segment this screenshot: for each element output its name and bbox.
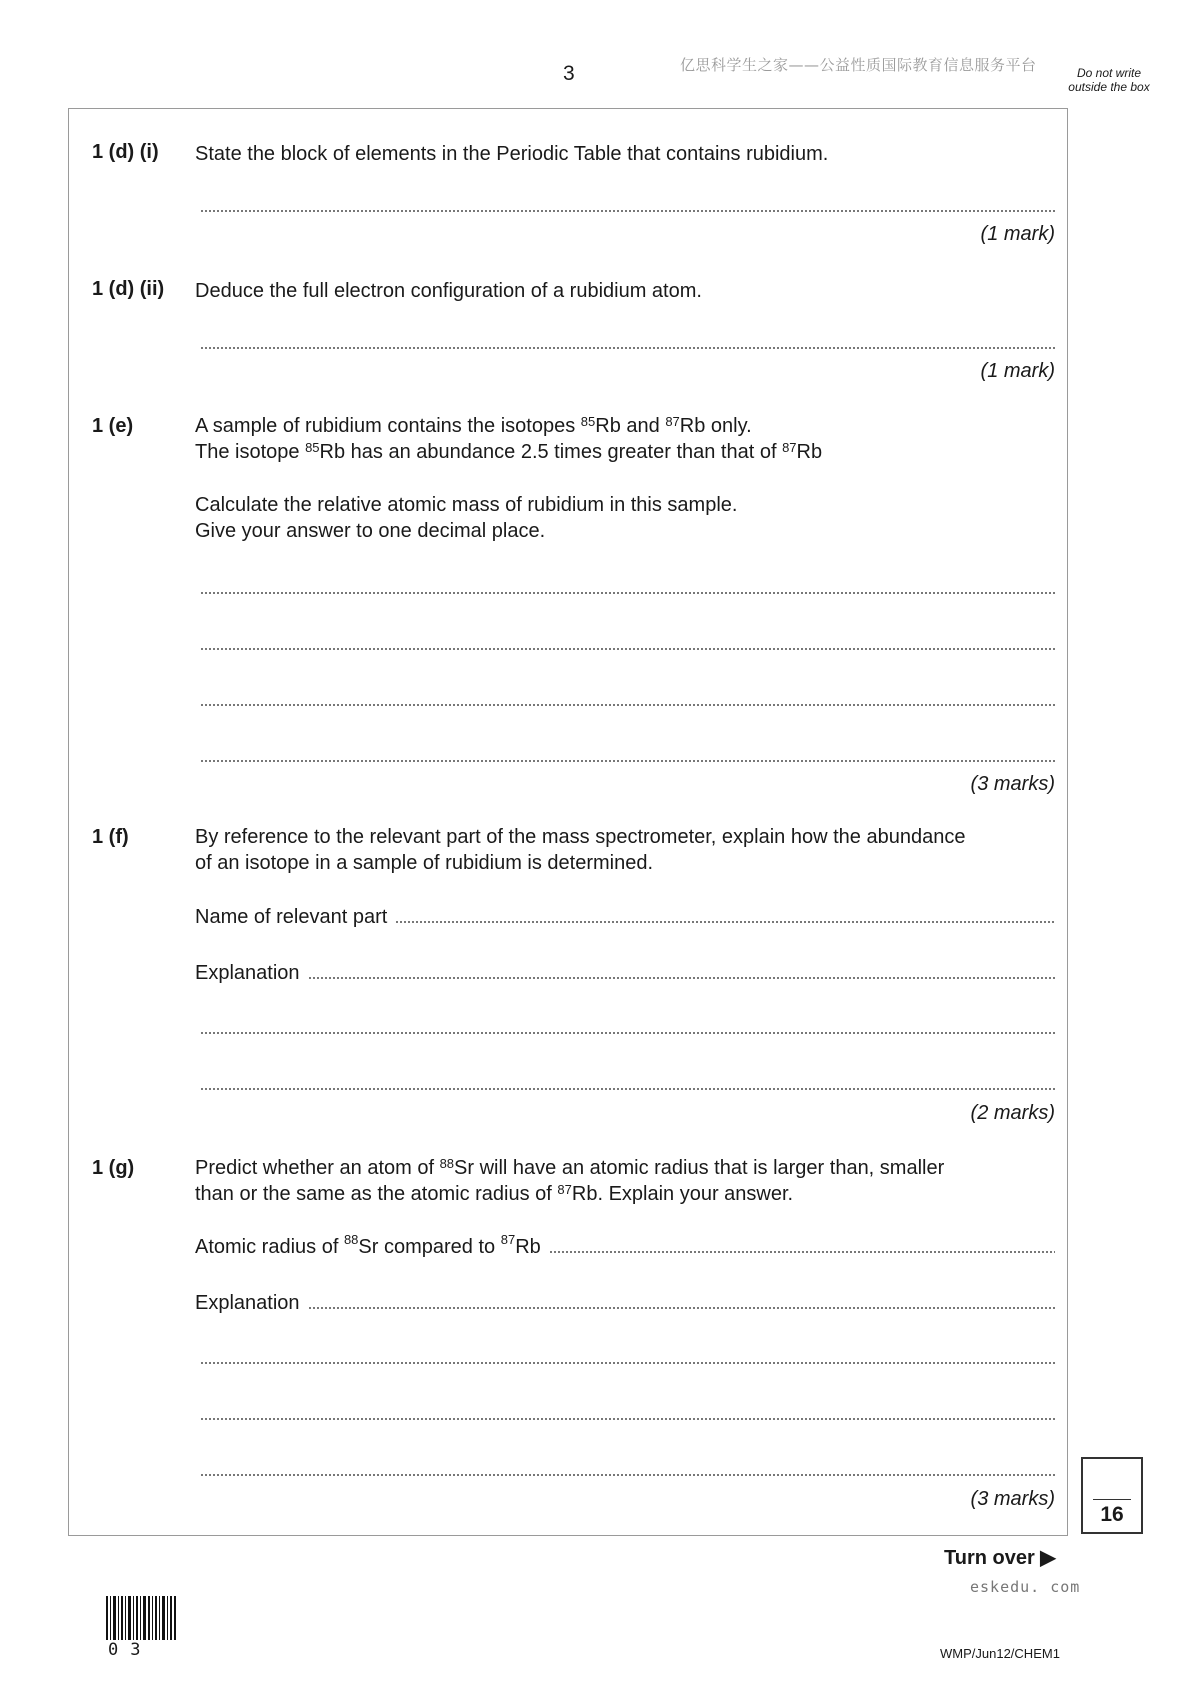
question-text-1dii: Deduce the full electron configuration of a rubidium atom. — [195, 280, 702, 302]
explanation-row-1g[interactable] — [195, 1292, 1055, 1315]
barcode-image — [106, 1596, 176, 1640]
answer-line-1f-1[interactable] — [200, 1030, 1055, 1036]
answer-line-1g-1[interactable] — [200, 1360, 1055, 1366]
barcode-number: 03 — [108, 1640, 153, 1660]
compare-row-1g[interactable] — [195, 1232, 1055, 1259]
answer-line-1g-2[interactable] — [200, 1416, 1055, 1422]
total-box-rule — [1093, 1499, 1131, 1500]
marks-1f: (2 marks) — [970, 1102, 1055, 1124]
question-number-1f: 1 (f) — [92, 826, 129, 848]
marks-1dii: (1 mark) — [980, 360, 1055, 382]
page-total-value: 16 — [1100, 1503, 1124, 1526]
explanation-label-1f: Explanation — [195, 962, 300, 984]
question-text-1di: State the block of elements in the Periodic Table that contains rubidium. — [195, 143, 829, 165]
page-total-box — [1081, 1457, 1143, 1534]
site-watermark: eskedu. com — [970, 1578, 1081, 1596]
question-number-1di: 1 (d) (i) — [92, 141, 159, 163]
part-name-answer-line[interactable] — [395, 919, 1055, 925]
instruction-text-1e: Calculate the relative atomic mass of rubidium in this sample. Give your answer to one decimal place. — [195, 494, 738, 542]
answer-line-1e-2[interactable] — [200, 646, 1055, 652]
part-name-label: Name of relevant part — [195, 906, 388, 928]
compare-label-1g: Atomic radius of $^{88}$Sr compared to $^{87}$Rb — [195, 1232, 541, 1258]
answer-line-1dii[interactable] — [200, 345, 1055, 351]
question-text-1f: By reference to the relevant part of the mass spectrometer, explain how the abundance of an isotope in a sample of rubidium is determined. — [195, 826, 966, 874]
explanation-answer-line-1g[interactable] — [308, 1305, 1055, 1311]
question-text-1g: Predict whether an atom of $^{88}$Sr will have an atomic radius that is larger than, smaller than or the same as the atomic radius of $^{87}$Rb. Explain your answer. — [195, 1156, 945, 1205]
explanation-answer-line-1f[interactable] — [308, 975, 1055, 981]
answer-line-1e-3[interactable] — [200, 702, 1055, 708]
question-number-1e: 1 (e) — [92, 415, 134, 437]
page-number: 3 — [563, 62, 575, 85]
question-text-1e: A sample of rubidium contains the isotopes $^{85}$Rb and $^{87}$Rb only. The isotope $^{85}$Rb has an abundance 2.5 times greater than that of $^{87}$Rb — [195, 414, 823, 463]
answer-line-1f-2[interactable] — [200, 1086, 1055, 1092]
question-number-1dii: 1 (d) (ii) — [92, 278, 165, 300]
margin-note: Do not write outside the box — [1068, 66, 1150, 94]
paper-code: WMP/Jun12/CHEM1 — [940, 1646, 1060, 1661]
answer-line-1di[interactable] — [200, 208, 1055, 214]
explanation-label-1g: Explanation — [195, 1292, 300, 1314]
question-number-1g: 1 (g) — [92, 1157, 135, 1179]
marks-1g: (3 marks) — [970, 1488, 1055, 1510]
answer-line-1e-1[interactable] — [200, 590, 1055, 596]
marks-1e: (3 marks) — [970, 773, 1055, 795]
turn-over-label: Turn over ▶ — [944, 1547, 1056, 1569]
answer-line-1e-4[interactable] — [200, 758, 1055, 764]
answer-line-1g-3[interactable] — [200, 1472, 1055, 1478]
compare-answer-line-1g[interactable] — [549, 1249, 1055, 1255]
marks-1di: (1 mark) — [980, 223, 1055, 245]
answer-frame — [68, 108, 1068, 1536]
explanation-row-1f[interactable] — [195, 962, 1055, 985]
part-name-row-1f[interactable] — [195, 906, 1055, 929]
watermark-text: 亿思科学生之家——公益性质国际教育信息服务平台 — [680, 56, 1037, 74]
